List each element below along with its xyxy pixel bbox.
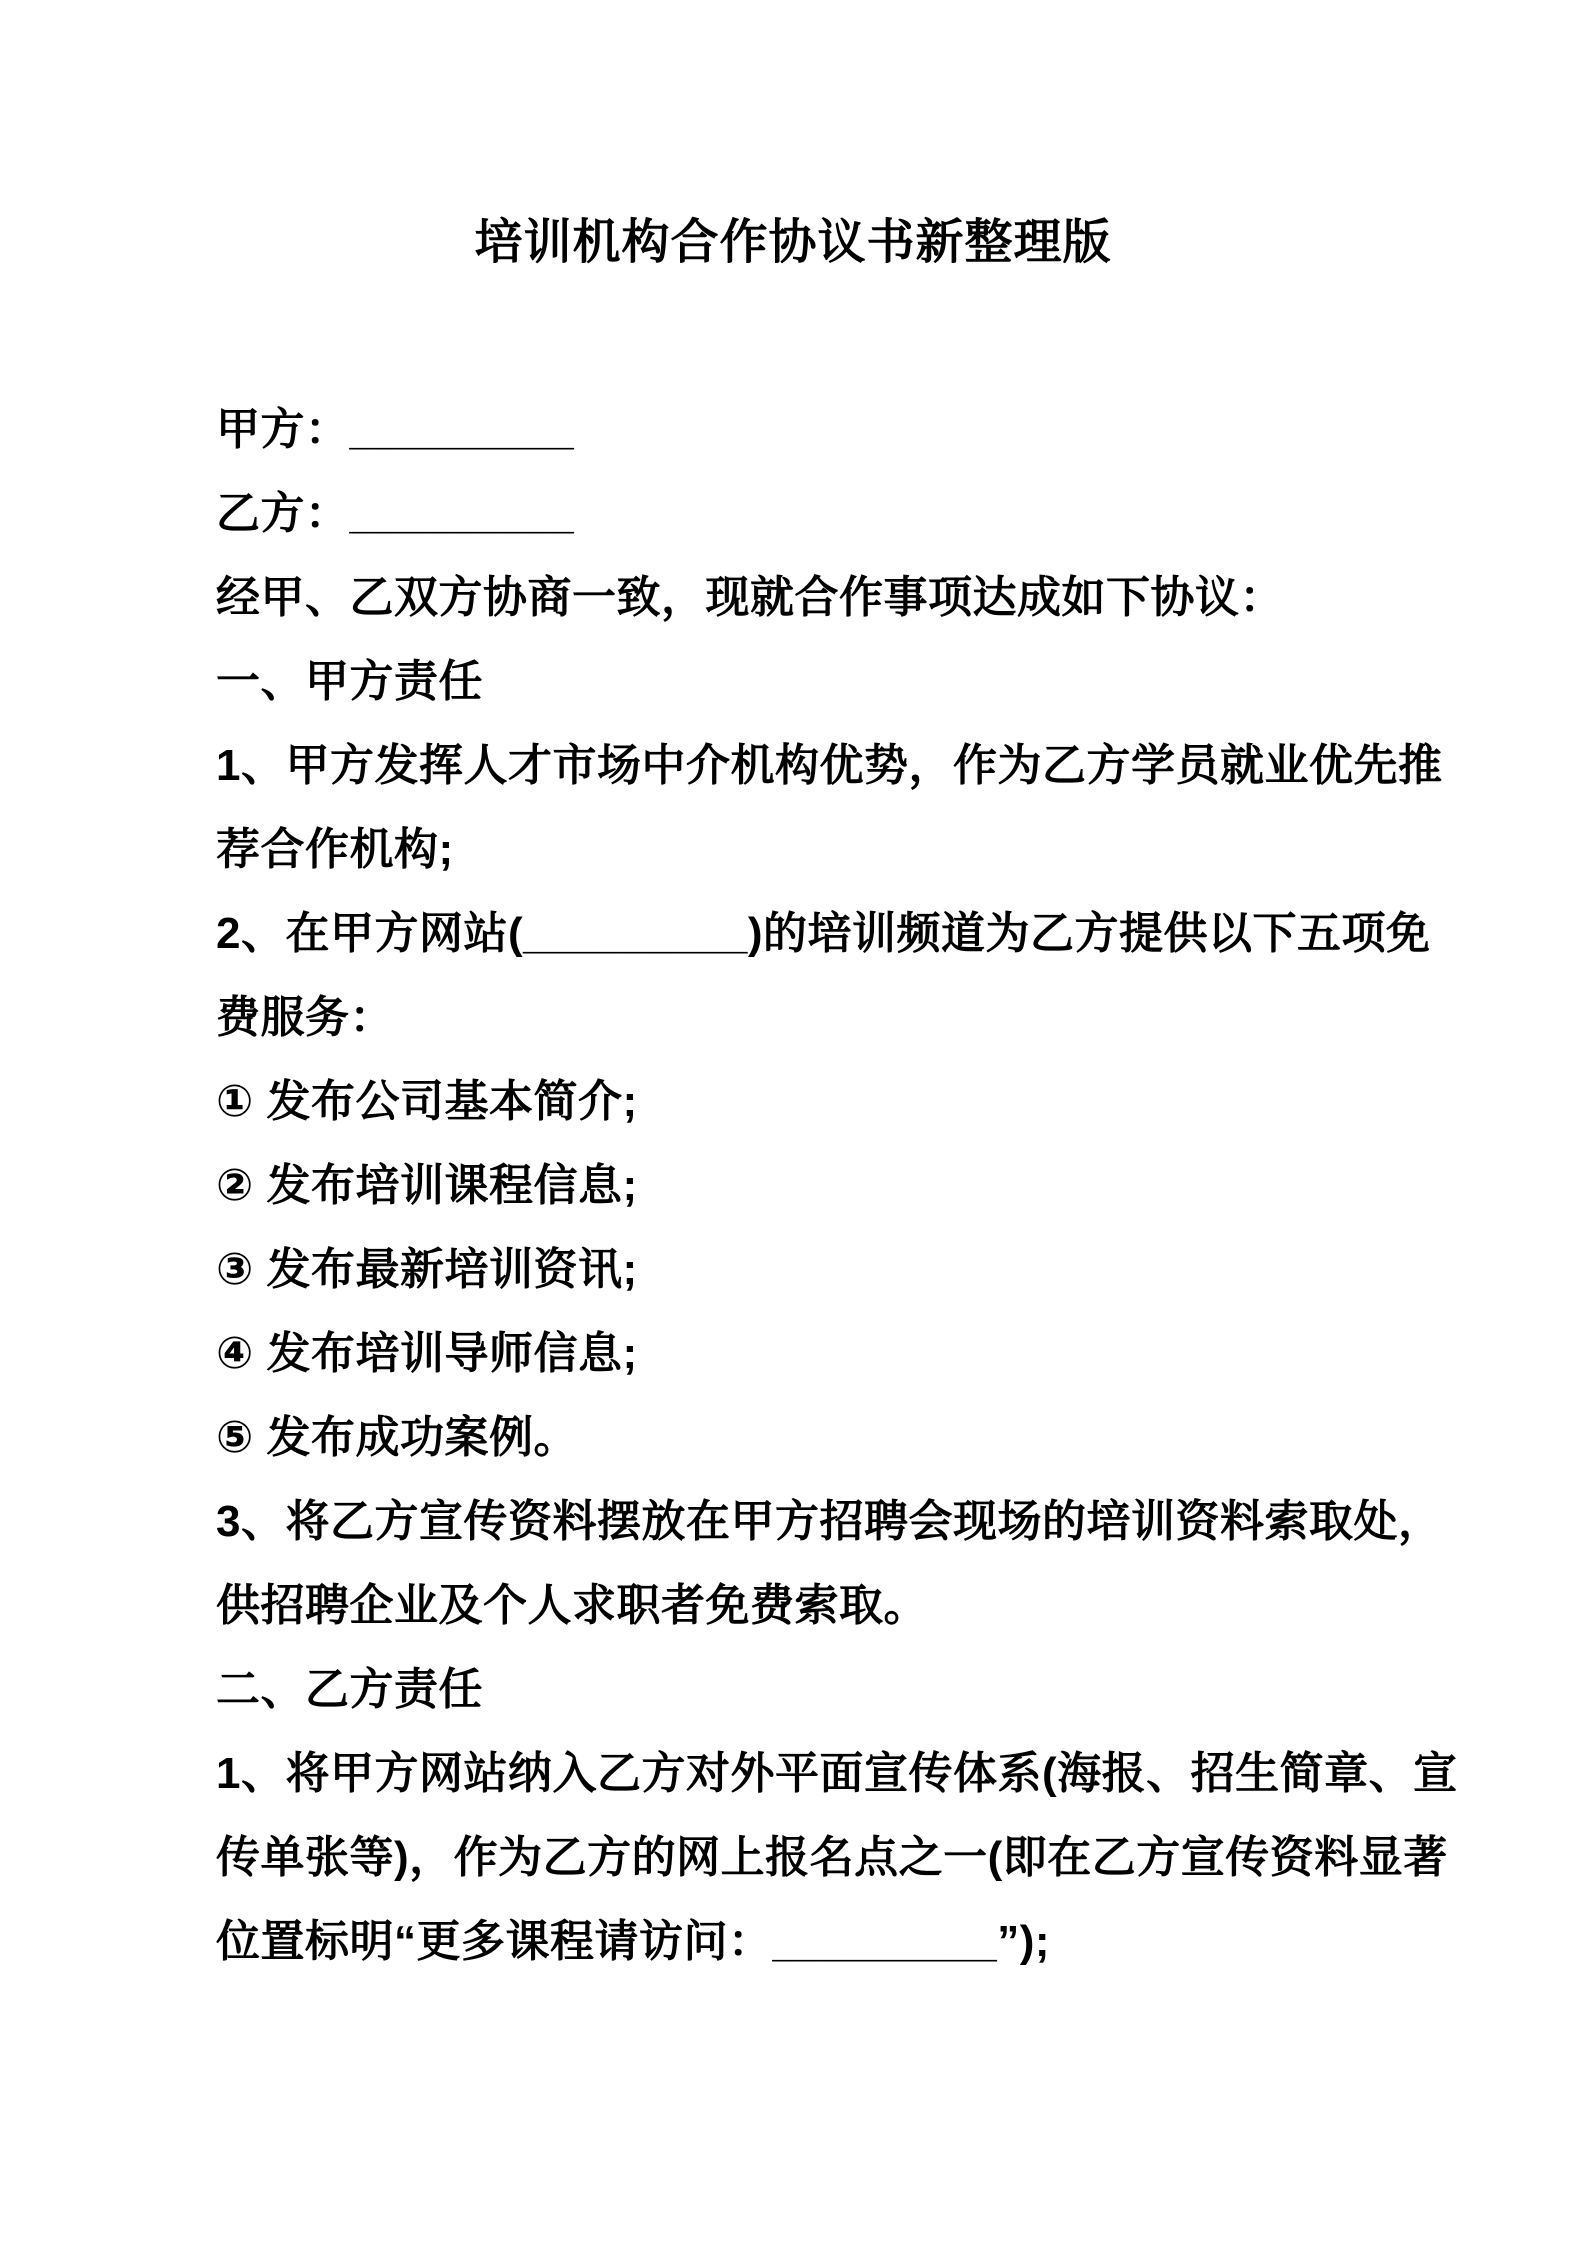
document-line: 1、将甲方网站纳入乙方对外平面宣传体系(海报、招生简章、宣 [216,1749,1458,1798]
document-title: 培训机构合作协议书新整理版 [474,216,1112,269]
document-line: 位置标明“更多课程请访问：_________”); [216,1917,1051,1966]
document-line: 乙方：_________ [216,489,575,538]
document-line: ⑤ 发布成功案例。 [216,1413,578,1462]
document-line: 一、甲方责任 [216,657,483,706]
document-line: 荐合作机构; [216,825,454,874]
document-line: 1、甲方发挥人才市场中介机构优势，作为乙方学员就业优先推 [216,741,1443,790]
document-line: 二、乙方责任 [216,1665,483,1714]
document-line: 经甲、乙双方协商一致，现就合作事项达成如下协议： [216,573,1284,622]
document-line: ④ 发布培训导师信息; [216,1329,638,1378]
document-line: 甲方：_________ [216,405,575,454]
document-line: ② 发布培训课程信息; [216,1161,638,1210]
document-line: ③ 发布最新培训资讯; [216,1245,638,1294]
document-line: 3、将乙方宣传资料摆放在甲方招聘会现场的培训资料索取处， [216,1497,1443,1546]
document-body [216,388,1458,1984]
document-line: 2、在甲方网站(_________)的培训频道为乙方提供以下五项免 [216,909,1431,958]
document-line: 传单张等)，作为乙方的网上报名点之一(即在乙方宣传资料显著 [216,1833,1448,1882]
document-line: 费服务： [216,993,394,1042]
document-line: ① 发布公司基本简介; [216,1077,638,1126]
document-line: 供招聘企业及个人求职者免费索取。 [216,1581,928,1630]
